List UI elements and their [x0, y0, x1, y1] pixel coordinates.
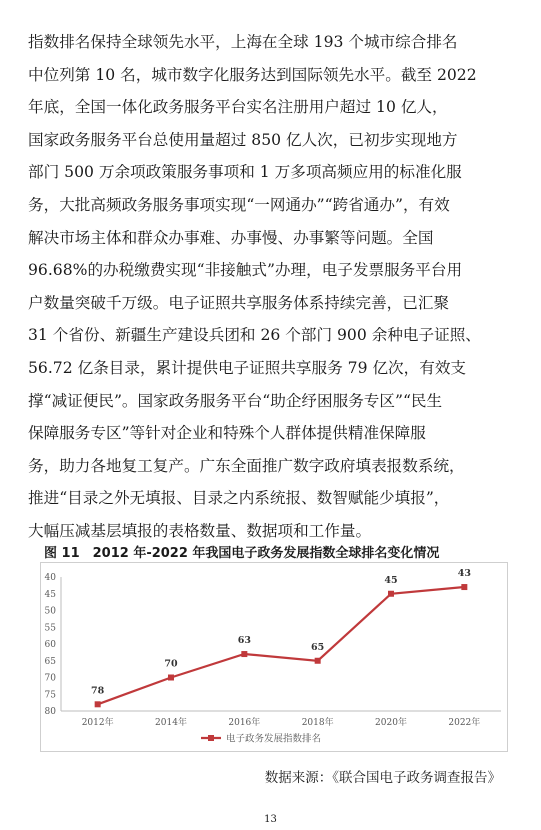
body-line: 指数排名保持全球领先水平，上海在全球 193 个城市综合排名 [28, 33, 458, 51]
body-line: 中位列第 10 名，城市数字化服务达到国际领先水平。截至 2022 [28, 65, 477, 84]
figure-caption: 图 11 2012 年-2022 年我国电子政务发展指数全球排名变化情况 [44, 546, 440, 561]
body-line: 户数量突破千万级。电子证照共享服务体系持续完善，已汇聚 [28, 293, 450, 312]
legend-marker [208, 735, 214, 741]
x-tick-label: 2016年 [228, 718, 261, 728]
x-tick-label: 2022年 [448, 718, 481, 728]
data-point [241, 651, 247, 657]
data-point [95, 701, 101, 707]
x-tick-label: 2020年 [375, 718, 407, 728]
x-tick-label: 2012年 [81, 718, 114, 728]
x-tick-label: 2014年 [155, 718, 187, 728]
y-tick-label: 65 [44, 656, 56, 667]
y-tick-label: 80 [44, 707, 56, 717]
ranking-line-chart [40, 562, 508, 752]
y-tick-label: 40 [44, 573, 56, 583]
data-label: 43 [457, 568, 471, 580]
body-line: 国家政务服务平台总使用量超过 850 亿人次，已初步实现地方 [28, 130, 458, 149]
y-tick-label: 50 [44, 606, 56, 617]
data-label: 65 [311, 641, 325, 653]
body-line: 保障服务专区”等针对企业和特殊个人群体提供精准保障服 [28, 424, 426, 443]
body-line: 31 个省份、新疆生产建设兵团和 26 个部门 900 余种电子证照、 [28, 326, 481, 345]
body-line: 56.72 亿条目录，累计提供电子证照共享服务 79 亿次，有效支 [28, 358, 467, 377]
series-line [98, 587, 465, 704]
data-label: 63 [237, 635, 251, 647]
data-label: 70 [164, 658, 178, 670]
data-label: 78 [91, 685, 105, 697]
body-line: 务，大批高频政务服务事项实现“一网通办”“跨省通办”，有效 [28, 195, 450, 214]
data-label: 45 [384, 574, 398, 586]
body-line: 96.68%的办税缴费实现“非接触式”办理，电子发票服务平台用 [28, 261, 463, 280]
data-point [461, 584, 467, 590]
y-tick-label: 55 [44, 623, 56, 634]
data-point [315, 658, 321, 664]
body-line: 务，助力各地复工复产。广东全面推广数字政府填表报数系统， [28, 456, 465, 475]
page-number: 13 [264, 814, 277, 825]
body-line: 推进“目录之外无填报、目录之内系统报、数智赋能少填报”， [28, 489, 450, 508]
body-line: 部门 500 万余项政策服务事项和 1 万多项高频应用的标准化服 [28, 163, 462, 182]
data-point [168, 675, 174, 681]
y-tick-label: 70 [44, 673, 56, 684]
body-line: 年底，全国一体化政务服务平台实名注册用户超过 10 亿人， [28, 98, 448, 117]
x-tick-label: 2018年 [301, 718, 334, 728]
data-source-note: 数据来源：《联合国电子政务调查报告》 [264, 770, 501, 786]
y-tick-label: 75 [44, 690, 56, 701]
data-point [388, 591, 394, 597]
body-line: 大幅压减基层填报的表格数量、数据项和工作量。 [28, 521, 372, 540]
y-tick-label: 45 [44, 589, 56, 600]
body-line: 撑“减证便民”。国家政务服务平台“助企纾困服务专区”“民生 [28, 391, 443, 410]
body-line: 解决市场主体和群众办事难、办事慢、办事繁等问题。全国 [28, 228, 434, 247]
chart-svg [41, 563, 509, 753]
y-tick-label: 60 [44, 640, 56, 650]
legend-label: 电子政务发展指数排名 [226, 733, 322, 745]
body-paragraph [28, 26, 514, 548]
